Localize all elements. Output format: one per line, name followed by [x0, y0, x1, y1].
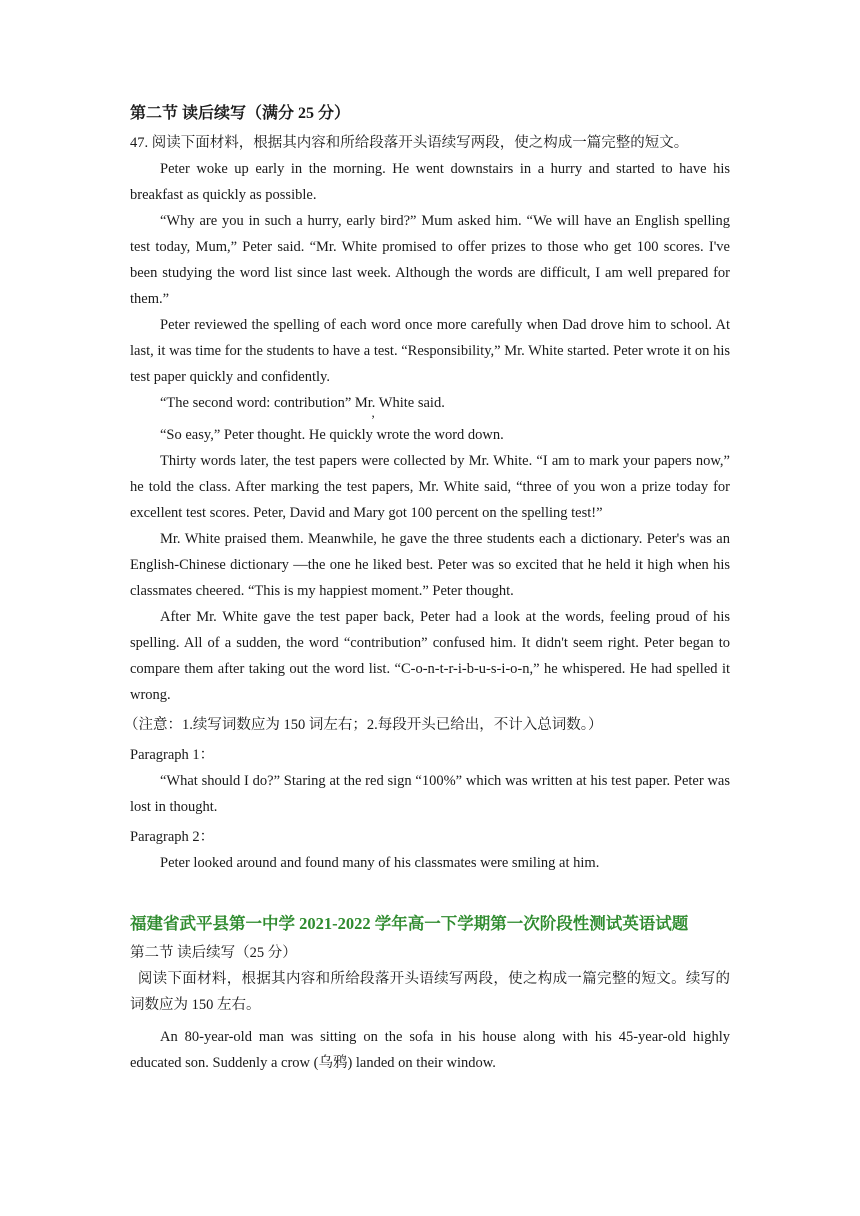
exam-source-title: 福建省武平县第一中学 2021-2022 学年高一下学期第一次阶段性测试英语试题	[130, 914, 689, 933]
writing-note: （注意：1.续写词数应为 150 词左右；2.每段开头已给出，不计入总词数。）	[124, 717, 603, 733]
paragraph-2-label: Paragraph 2：	[130, 829, 215, 845]
story-paragraph: “Why are you in such a hurry, early bird?” Mum asked him. “We will have an English spelling test today, Mum,” Peter said. “Mr. White promised to offer prizes to those who get 100 scores. I've been studying the word list since last week. Although the words are difficult, I am well prepared for them.”	[130, 213, 730, 307]
section-heading: 第二节 读后续写（满分 25 分）	[130, 105, 351, 122]
paragraph-1-label: Paragraph 1：	[130, 747, 215, 763]
section2-paragraph: An 80-year-old man was sitting on the sofa in his house along with his 45-year-old highly educated son. Suddenly a crow (乌鸦) landed on their window.	[130, 1029, 730, 1071]
second-word-after: ” Mr. White said.	[344, 395, 445, 411]
story-paragraph: After Mr. White gave the test paper back, Peter had a look at the words, feeling proud of his spelling. All of a sudden, the word “contribution” confused him. It didn't seem right. Peter began to compare them after taking out the word list. “C-o-n-t-r-i-b-u-s-i-o-n,” he whispered. He had spelled it wrong.	[130, 609, 730, 703]
question-intro: 47. 阅读下面材料，根据其内容和所给段落开头语续写两段，使之构成一篇完整的短文。	[130, 135, 689, 151]
second-word-mark: ’	[370, 412, 376, 427]
story-continuation	[130, 422, 730, 708]
section2-heading: 第二节 读后续写（25 分）	[130, 945, 297, 961]
story-paragraph-second-word	[130, 390, 730, 427]
story-paragraph: Peter woke up early in the morning. He went downstairs in a hurry and started to have his breakfast as quickly as possible.	[130, 161, 730, 203]
paragraph-1-opening: “What should I do?” Staring at the red sign “100%” which was written at his test paper. Peter was lost in thought.	[130, 773, 730, 815]
story-paragraph: Thirty words later, the test papers were collected by Mr. White. “I am to mark your papers now,” he told the class. After marking the test papers, Mr. White said, “three of you won a prize today for excellent test scores. Peter, David and Mary got 100 percent on the spelling test!”	[130, 453, 730, 521]
section2-instruction: 阅读下面材料，根据其内容和所给段落开头语续写两段，使之构成一篇完整的短文。续写的词数应为 150 左右。	[130, 971, 730, 1013]
document-page	[124, 100, 730, 1076]
paragraph-2-opening: Peter looked around and found many of his classmates were smiling at him.	[160, 855, 600, 871]
second-word-before: “The second word: contribution	[160, 395, 345, 411]
story-paragraph: Mr. White praised them. Meanwhile, he gave the three students each a dictionary. Peter's was an English-Chinese dictionary —the one he liked best. Peter was so excited that he held it high when his classmates cheered. “This is my happiest moment.” Peter thought.	[130, 531, 730, 599]
story-paragraph: “So easy,” Peter thought. He quickly wrote the word down.	[160, 427, 504, 443]
story-paragraph: Peter reviewed the spelling of each word once more carefully when Dad drove him to school. At last, it was time for the students to have a test. “Responsibility,” Mr. White started. Peter wrote it on his test paper quickly and confidently.	[130, 317, 730, 385]
